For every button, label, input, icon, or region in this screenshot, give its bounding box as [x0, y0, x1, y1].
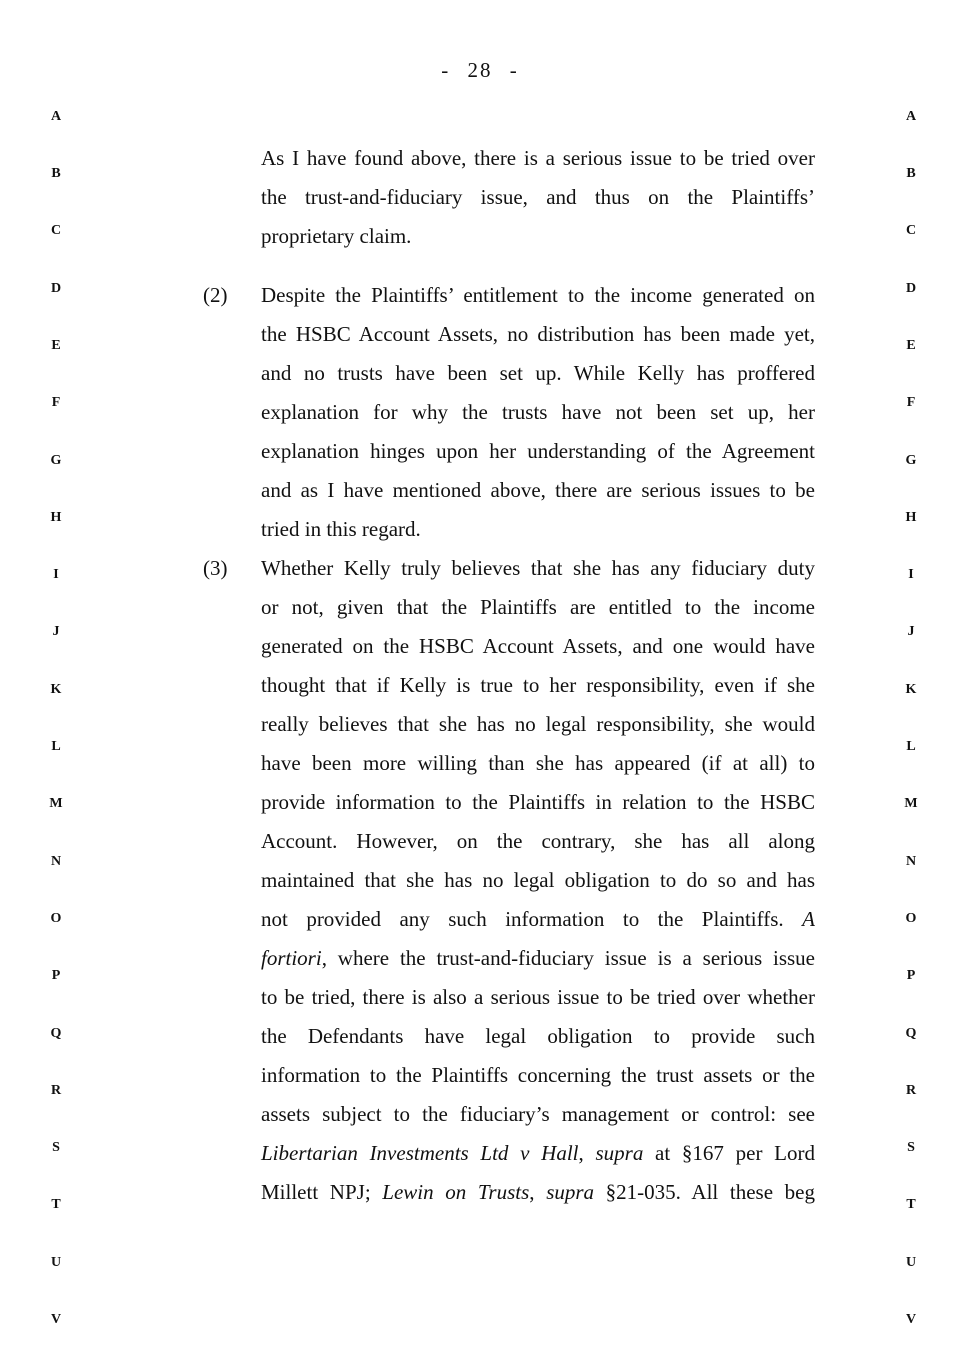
margin-letter: K: [905, 682, 917, 697]
text-line: provide information to the Plaintiffs in relation to the HSBC: [261, 790, 815, 814]
margin-letter: S: [907, 1140, 915, 1155]
margin-letter: P: [51, 968, 61, 983]
text-line: the trust-and-fiduciary issue, and thus on the Plaintiffs’: [261, 185, 815, 209]
text-line: [261, 1134, 815, 1173]
italic-run: supra: [595, 1141, 644, 1165]
text-run: Millett NPJ;: [261, 1180, 383, 1204]
margin-letter: P: [906, 968, 916, 983]
margin-letter: T: [51, 1197, 61, 1212]
text-line: have been more willing than she has appeared (if at all) to: [261, 751, 815, 775]
margin-letter: U: [50, 1255, 62, 1270]
margin-letter: E: [51, 338, 61, 353]
margin-letter: Q: [50, 1026, 62, 1041]
text-run: not provided any such information to the Plaintiffs.: [261, 907, 784, 931]
margin-letter: D: [905, 281, 917, 296]
text-line: assets subject to the fiduciary’s management or control: see: [261, 1102, 815, 1126]
text-line: and as I have mentioned above, there are serious issues to be: [261, 478, 815, 502]
margin-letter: J: [52, 624, 60, 639]
margin-letter: N: [50, 854, 62, 869]
intro-paragraph: [261, 139, 815, 256]
margin-letter: G: [905, 453, 917, 468]
margin-letter: B: [906, 166, 916, 181]
text-line: [261, 939, 815, 978]
item-number: (3): [203, 556, 228, 580]
margin-letter: M: [904, 796, 918, 811]
text-line: really believes that she has no legal responsibility, she would: [261, 712, 815, 736]
text-line: or not, given that the Plaintiffs are entitled to the income: [261, 595, 815, 619]
text-line: the Defendants have legal obligation to provide such: [261, 1024, 815, 1048]
margin-letter: L: [906, 739, 916, 754]
text-run: , where the trust-and-fiduciary issue is a serious issue: [321, 946, 815, 970]
text-line: [261, 900, 815, 939]
text-run: ,: [578, 1141, 596, 1165]
margin-letter: E: [906, 338, 916, 353]
margin-letter: V: [905, 1312, 917, 1327]
italic-run: A: [802, 907, 815, 931]
margin-letter: D: [50, 281, 62, 296]
text-line: explanation hinges upon her understanding of the Agreement: [261, 439, 815, 463]
margin-letter: N: [905, 854, 917, 869]
text-line: information to the Plaintiffs concerning the trust assets or the: [261, 1063, 815, 1087]
margin-letter: G: [50, 453, 62, 468]
margin-letter: H: [905, 510, 917, 525]
margin-letter: O: [905, 911, 917, 926]
italic-run: supra: [546, 1180, 595, 1204]
book-citation: Lewin on Trusts: [382, 1180, 530, 1204]
margin-letter: A: [50, 109, 62, 124]
margin-letter: H: [50, 510, 62, 525]
margin-letter: R: [905, 1083, 917, 1098]
margin-letter: I: [53, 567, 59, 582]
text-line: Whether Kelly truly believes that she has any fiduciary duty: [261, 556, 815, 580]
margin-letter: F: [51, 395, 61, 410]
margin-letter: K: [50, 682, 62, 697]
text-line: generated on the HSBC Account Assets, and one would have: [261, 634, 815, 658]
text-run: ,: [529, 1180, 547, 1204]
case-citation: Libertarian Investments Ltd v Hall: [261, 1141, 579, 1165]
text-line: tried in this regard.: [261, 517, 421, 541]
margin-letter: L: [51, 739, 61, 754]
item-2-paragraph: [261, 276, 815, 549]
text-line: and no trusts have been set up. While Kelly has proffered: [261, 361, 815, 385]
page-number: - 28 -: [441, 58, 519, 82]
text-line: to be tried, there is also a serious issue to be tried over whether: [261, 985, 815, 1009]
margin-letter: B: [51, 166, 61, 181]
margin-letter: I: [908, 567, 914, 582]
text-line: maintained that she has no legal obligation to do so and has: [261, 868, 815, 892]
italic-run: fortiori: [261, 946, 322, 970]
margin-letter: T: [906, 1197, 916, 1212]
margin-letter: U: [905, 1255, 917, 1270]
text-line: the HSBC Account Assets, no distribution has been made yet,: [261, 322, 815, 346]
text-run: §21-035. All these beg: [594, 1180, 815, 1204]
text-line: proprietary claim.: [261, 224, 412, 248]
margin-letter: V: [50, 1312, 62, 1327]
margin-letter: S: [52, 1140, 60, 1155]
margin-letter: O: [50, 911, 62, 926]
margin-letter: M: [49, 796, 63, 811]
item-number: (2): [203, 283, 228, 307]
margin-letter: R: [50, 1083, 62, 1098]
text-line: explanation for why the trusts have not been set up, her: [261, 400, 815, 424]
margin-letter: C: [905, 223, 917, 238]
margin-letter: Q: [905, 1026, 917, 1041]
margin-letter: C: [50, 223, 62, 238]
text-line: Account. However, on the contrary, she has all along: [261, 829, 815, 853]
margin-letter: A: [905, 109, 917, 124]
text-line: thought that if Kelly is true to her responsibility, even if she: [261, 673, 815, 697]
text-line: [261, 1173, 815, 1212]
text-run: at §167 per Lord: [643, 1141, 815, 1165]
text-line: Despite the Plaintiffs’ entitlement to the income generated on: [261, 283, 815, 307]
item-3-paragraph: [261, 549, 815, 1212]
margin-letter: J: [907, 624, 915, 639]
margin-letter: F: [906, 395, 916, 410]
text-line: As I have found above, there is a serious issue to be tried over: [261, 146, 815, 170]
